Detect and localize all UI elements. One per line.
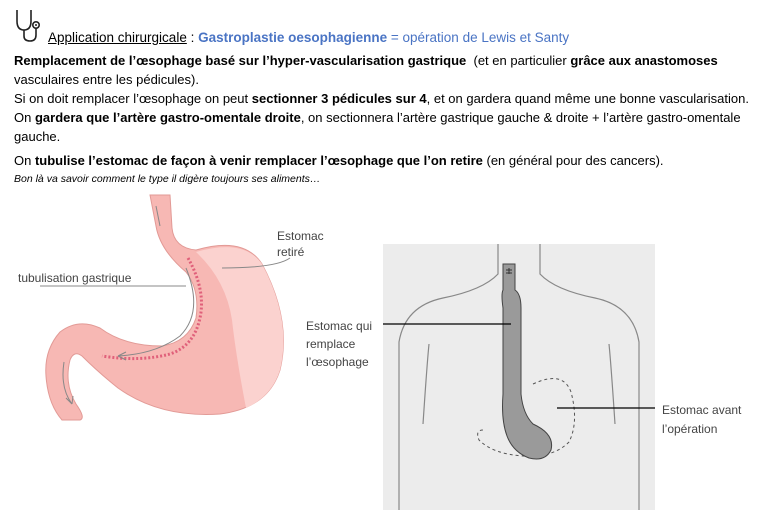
paragraph-1 [14,51,759,89]
label-left-2: remplace [306,337,356,351]
paragraph-2 [14,89,759,146]
p2-text-2: , et on gardera quand même une bonne vascularisation. On [14,91,749,125]
paragraph-3 [14,151,759,170]
p1-text-2: vasculaires entre les pédicules). [14,72,199,87]
label-tubulisation: tubulisation gastrique [18,271,132,285]
p2-bold-2: gardera que l’artère gastro-omentale droite [34,110,301,125]
stethoscope-icon [14,8,46,44]
heading-sep: : [186,30,199,45]
heading-prefix: Application chirurgicale [48,30,187,45]
heading-rest: = opération de Lewis et Santy [387,30,570,45]
label-estomac-retire-1: Estomac [277,229,324,243]
p2-text-3: , on sectionnera l’artère gastrique gauche & droite + l’artère gastro-omentale gauche. [14,110,741,144]
note-italic: Bon là va savoir comment le type il digère toujours ses aliments… [14,173,321,185]
label-left-1: Estomac qui [306,319,373,333]
label-right-1: Estomac avant [662,403,742,417]
heading-line [48,30,569,45]
label-estomac-retire-2: retiré [277,245,305,259]
p3-text-2: (en général pour des cancers). [482,153,664,168]
p1-bold-2: grâce aux anastomoses [570,53,718,68]
p3-bold-1: tubulise l’estomac de façon à venir remplacer l’œsophage que l’on retire [34,153,483,168]
p1-bold-1: Remplacement de l’œsophage basé sur l’hyper-vascularisation gastrique [14,53,467,68]
torso-diagram-figure [383,244,655,510]
p1-text-1: (et en particulier [466,53,571,68]
p2-bold-1: sectionner 3 pédicules sur 4 [251,91,427,106]
label-right-2: l’opération [662,422,718,436]
label-left-3: l’œsophage [306,355,369,369]
p2-text-1: Si on doit remplacer l’œsophage on peut [14,91,252,106]
heading [14,8,764,48]
p3-text-1: On [14,153,35,168]
heading-title: Gastroplastie oesophagienne [198,30,388,45]
